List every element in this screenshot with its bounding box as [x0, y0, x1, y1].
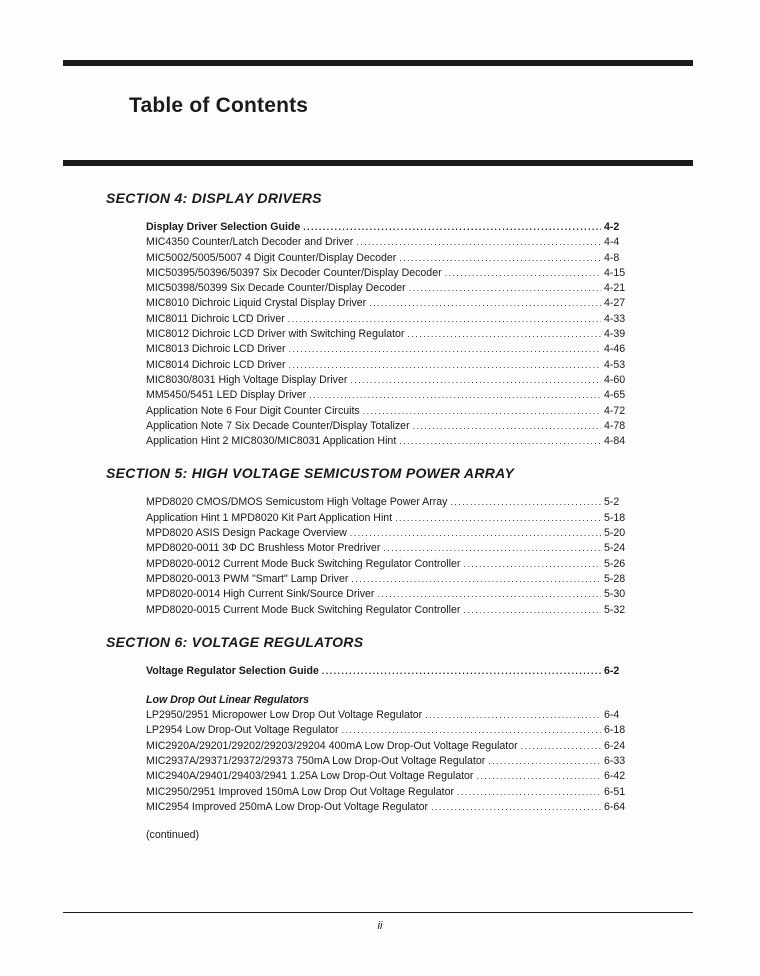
- toc-entry[interactable]: [146, 541, 630, 556]
- page-number: ii: [377, 920, 383, 932]
- dot-leader: [309, 388, 601, 403]
- toc-entry[interactable]: [146, 220, 630, 235]
- dot-leader: [476, 769, 601, 784]
- toc-entry[interactable]: [146, 296, 630, 311]
- toc-entry[interactable]: [146, 327, 630, 342]
- top-rule: [63, 60, 693, 66]
- continued-note: (continued): [146, 829, 199, 842]
- toc-entry-list: [146, 664, 630, 815]
- entry-title: MIC2950/2951 Improved 150mA Low Drop Out Voltage Regulator: [146, 785, 454, 798]
- dot-leader: [356, 235, 601, 250]
- dot-leader: [289, 342, 601, 357]
- footer-rule: [63, 912, 693, 913]
- dot-leader: [369, 296, 601, 311]
- entry-title: MPD8020-0013 PWM "Smart" Lamp Driver: [146, 572, 349, 585]
- toc-entry[interactable]: [146, 388, 630, 403]
- entry-page-number: 4-8: [604, 251, 620, 264]
- entry-page-number: 4-60: [604, 373, 626, 386]
- entry-title: Application Note 7 Six Decade Counter/Display Totalizer: [146, 419, 410, 432]
- entry-page-number: 4-33: [604, 312, 626, 325]
- entry-page-number: 6-51: [604, 785, 626, 798]
- dot-leader: [413, 419, 601, 434]
- entry-page-number: 5-30: [604, 588, 626, 601]
- entry-title: MIC8030/8031 High Voltage Display Driver: [146, 373, 348, 386]
- dot-leader: [399, 251, 601, 266]
- entry-page-number: 4-27: [604, 297, 626, 310]
- entry-page-number: 4-39: [604, 328, 626, 341]
- entry-title: MIC50398/50399 Six Decade Counter/Display Decoder: [146, 282, 406, 295]
- dot-leader: [395, 511, 601, 526]
- toc-entry[interactable]: [146, 511, 630, 526]
- toc-entry[interactable]: [146, 785, 630, 800]
- toc-entry[interactable]: [146, 723, 630, 738]
- entry-title: Application Hint 2 MIC8030/MIC8031 Application Hint: [146, 435, 397, 448]
- toc-entry[interactable]: [146, 708, 630, 723]
- entry-title: Application Note 6 Four Digit Counter Circuits: [146, 404, 360, 417]
- toc-entry[interactable]: [146, 266, 630, 281]
- dot-leader: [407, 327, 601, 342]
- section-heading: SECTION 4: DISPLAY DRIVERS: [106, 190, 322, 206]
- entry-page-number: 4-78: [604, 419, 626, 432]
- dot-leader: [463, 603, 601, 618]
- entry-page-number: 5-32: [604, 603, 626, 616]
- toc-section: [0, 632, 760, 815]
- dot-leader: [521, 739, 601, 754]
- table-of-contents: [0, 188, 760, 841]
- entry-title: MIC2940A/29401/29403/2941 1.25A Low Drop-Out Voltage Regulator: [146, 770, 474, 783]
- entry-title: MIC2920A/29201/29202/29203/29204 400mA Low Drop-Out Voltage Regulator: [146, 739, 518, 752]
- toc-entry[interactable]: [146, 373, 630, 388]
- entry-title: LP2950/2951 Micropower Low Drop Out Voltage Regulator: [146, 709, 423, 722]
- entry-page-number: 4-84: [604, 435, 626, 448]
- entry-page-number: 5-2: [604, 496, 620, 509]
- entry-title: MIC5002/5005/5007 4 Digit Counter/Display Decoder: [146, 251, 397, 264]
- entry-title: MIC8010 Dichroic Liquid Crystal Display Driver: [146, 297, 367, 310]
- header-rule: [63, 160, 693, 166]
- toc-entry[interactable]: [146, 800, 630, 815]
- entry-page-number: 5-18: [604, 511, 626, 524]
- dot-leader: [350, 373, 601, 388]
- toc-entry[interactable]: [146, 557, 630, 572]
- toc-section: [0, 188, 760, 449]
- dot-leader: [399, 434, 601, 449]
- toc-entry-list: [146, 495, 630, 617]
- dot-leader: [288, 312, 601, 327]
- entry-title: Application Hint 1 MPD8020 Kit Part Application Hint: [146, 511, 393, 524]
- toc-entry[interactable]: [146, 251, 630, 266]
- dot-leader: [377, 587, 601, 602]
- entry-page-number: 5-26: [604, 557, 626, 570]
- toc-entry[interactable]: [146, 526, 630, 541]
- dot-leader: [409, 281, 601, 296]
- toc-entry[interactable]: [146, 419, 630, 434]
- entry-page-number: 5-24: [604, 542, 626, 555]
- entry-page-number: 6-2: [604, 664, 620, 677]
- dot-leader: [488, 754, 601, 769]
- entry-title: MIC8011 Dichroic LCD Driver: [146, 312, 285, 325]
- toc-section: [0, 463, 760, 617]
- toc-entry[interactable]: [146, 587, 630, 602]
- entry-page-number: 6-33: [604, 755, 626, 768]
- toc-entry[interactable]: [146, 235, 630, 250]
- entry-page-number: 4-21: [604, 282, 626, 295]
- entry-title: MPD8020-0012 Current Mode Buck Switching Regulator Controller: [146, 557, 461, 570]
- entry-title: MIC4350 Counter/Latch Decoder and Driver: [146, 236, 354, 249]
- entry-page-number: 4-15: [604, 266, 626, 279]
- entry-page-number: 5-20: [604, 527, 626, 540]
- entry-title: MIC8013 Dichroic LCD Driver: [146, 343, 286, 356]
- section-heading: SECTION 6: VOLTAGE REGULATORS: [106, 633, 364, 650]
- entry-page-number: 6-4: [604, 709, 620, 722]
- entry-page-number: 4-4: [604, 236, 620, 249]
- toc-entry[interactable]: [146, 572, 630, 587]
- entry-title: MM5450/5451 LED Display Driver: [146, 389, 307, 402]
- dot-leader: [350, 526, 601, 541]
- entry-title: MPD8020 CMOS/DMOS Semicustom High Voltage Power Array: [146, 496, 448, 509]
- entry-title: MPD8020 ASIS Design Package Overview: [146, 527, 347, 540]
- entry-page-number: 4-65: [604, 389, 626, 402]
- toc-entry[interactable]: [146, 312, 630, 327]
- toc-entry-list: [146, 220, 630, 449]
- toc-entry[interactable]: [146, 495, 630, 510]
- dot-leader: [457, 785, 601, 800]
- entry-title: MIC2954 Improved 250mA Low Drop-Out Voltage Regulator: [146, 800, 429, 813]
- entry-page-number: 4-53: [604, 358, 626, 371]
- dot-leader: [351, 572, 601, 587]
- entry-title: MIC2937A/29371/29372/29373 750mA Low Drop-Out Voltage Regulator: [146, 755, 486, 768]
- toc-entry[interactable]: [146, 342, 630, 357]
- subsection-heading: Low Drop Out Linear Regulators: [146, 694, 310, 707]
- toc-entry[interactable]: [146, 358, 630, 373]
- toc-entry[interactable]: [146, 434, 630, 449]
- toc-entry[interactable]: [146, 404, 630, 419]
- entry-title: MPD8020-0011 3Φ DC Brushless Motor Predriver: [146, 542, 381, 555]
- entry-title: MIC50395/50396/50397 Six Decoder Counter/Display Decoder: [146, 266, 442, 279]
- section-heading: SECTION 5: HIGH VOLTAGE SEMICUSTOM POWER ARRAY: [106, 465, 515, 482]
- toc-entry[interactable]: [146, 739, 630, 754]
- dot-leader: [463, 557, 601, 572]
- entry-title: LP2954 Low Drop-Out Voltage Regulator: [146, 724, 339, 737]
- entry-title: MIC8012 Dichroic LCD Driver with Switching Regulator: [146, 328, 405, 341]
- toc-entry[interactable]: [146, 769, 630, 784]
- entry-page-number: 6-64: [604, 800, 626, 813]
- dot-leader: [431, 800, 601, 815]
- dot-leader: [363, 404, 601, 419]
- entry-title: Voltage Regulator Selection Guide: [146, 664, 319, 677]
- entry-title: Display Driver Selection Guide: [146, 221, 301, 233]
- toc-entry[interactable]: [146, 754, 630, 769]
- toc-entry[interactable]: [146, 603, 630, 618]
- toc-entry[interactable]: [146, 281, 630, 296]
- dot-leader: [383, 541, 601, 556]
- entry-page-number: 6-42: [604, 770, 626, 783]
- dot-leader: [322, 664, 601, 679]
- dot-leader: [425, 708, 601, 723]
- dot-leader: [445, 266, 601, 281]
- page-title: Table of Contents: [129, 94, 309, 117]
- dot-leader: [450, 495, 601, 510]
- entry-page-number: 4-2: [604, 221, 620, 233]
- entry-title: MPD8020-0014 High Current Sink/Source Driver: [146, 588, 375, 601]
- entry-title: MPD8020-0015 Current Mode Buck Switching Regulator Controller: [146, 603, 461, 616]
- dot-leader: [303, 220, 601, 235]
- entry-page-number: 6-24: [604, 739, 626, 752]
- entry-page-number: 5-28: [604, 572, 626, 585]
- entry-page-number: 6-18: [604, 724, 626, 737]
- entry-page-number: 4-72: [604, 404, 626, 417]
- dot-leader: [342, 723, 601, 738]
- dot-leader: [289, 358, 601, 373]
- entry-title: MIC8014 Dichroic LCD Driver: [146, 358, 286, 371]
- toc-entry[interactable]: [146, 664, 630, 679]
- entry-page-number: 4-46: [604, 343, 626, 356]
